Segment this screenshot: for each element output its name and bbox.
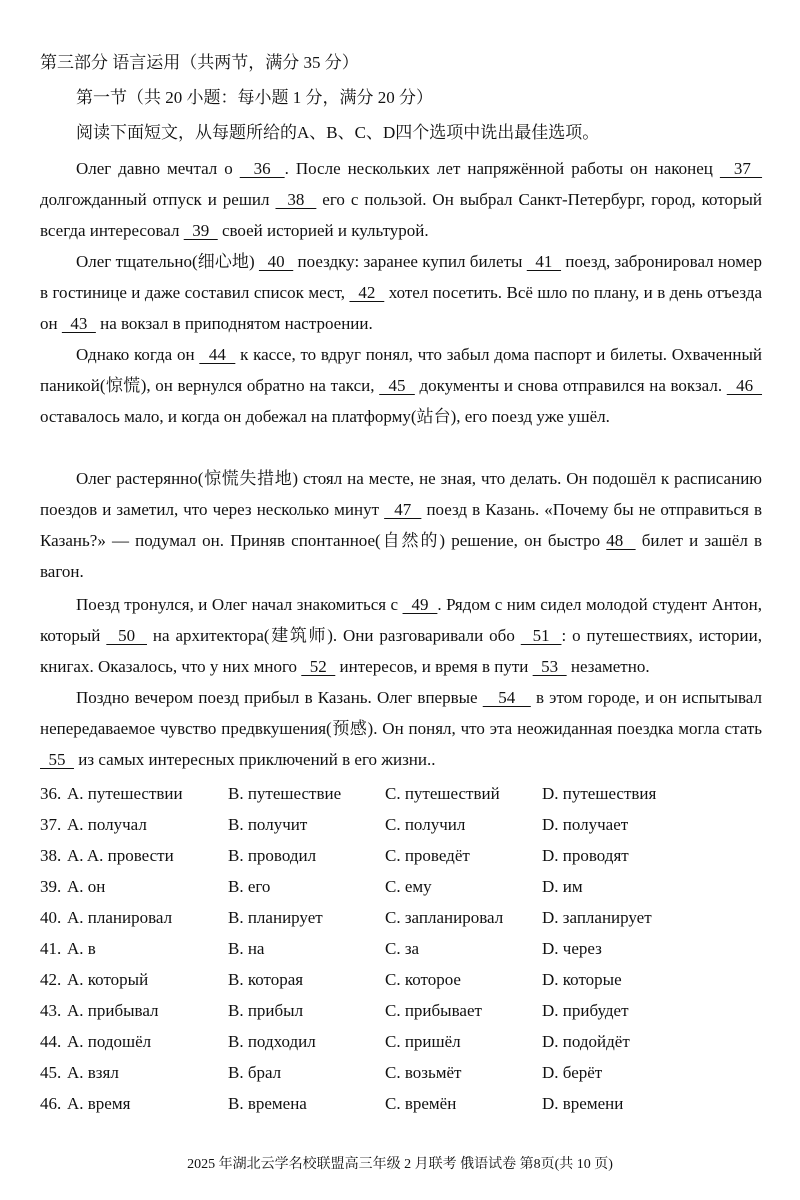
passage-text: из самых интересных приключений в его жизни..	[74, 750, 436, 769]
blank-53: 53	[532, 657, 567, 676]
page-footer: 2025 年湖北云学名校联盟高三年级 2 月联考 俄语试卷 第8页(共 10 页)	[187, 1157, 613, 1172]
option-b: B. его	[228, 877, 271, 896]
option-d: D. им	[542, 877, 583, 896]
option-c: C. возьмёт	[385, 1063, 462, 1082]
passage-text: на вокзал в приподнятом настроении.	[95, 314, 373, 333]
passage-text: поездку: заранее купил билеты	[293, 252, 527, 271]
passage-text: незаметно.	[566, 657, 650, 676]
option-c: C. времён	[385, 1094, 457, 1113]
blank-44: 44	[199, 345, 236, 364]
passage-paragraph-6	[40, 682, 762, 775]
passage-text: Олег давно мечтал о	[76, 159, 240, 178]
option-row	[40, 809, 760, 840]
option-a: A. он	[67, 877, 106, 896]
option-d: D. прибудет	[542, 1001, 629, 1020]
subsection-title: 第一节（共 20 小题：每小题 1 分，满分 20 分）	[76, 88, 433, 107]
answer-options	[40, 778, 760, 1119]
question-number: 44.	[40, 1032, 62, 1051]
option-c: C. за	[385, 939, 420, 958]
option-row	[40, 840, 760, 871]
passage-paragraph-5	[40, 589, 762, 682]
passage-paragraph-1	[40, 153, 762, 246]
passage-text: долгожданный отпуск и решил	[40, 190, 276, 209]
option-a: A. подошёл	[67, 1032, 152, 1051]
passage-paragraph-3	[40, 339, 762, 432]
option-d: D. времени	[542, 1094, 624, 1113]
passage-text: интересов, и время в пути	[335, 657, 533, 676]
passage-text: : о путешествиях, истории, книгах. Оказалось, что у них много	[40, 626, 763, 676]
option-b: B. подходил	[228, 1032, 316, 1051]
passage-text: на архитектора(建筑师). Они разговаривали обо	[147, 626, 521, 645]
section-title: 第三部分 语言运用（共两节，满分 35 分）	[40, 53, 359, 72]
instruction-text: 阅读下面短文，从每题所给的A、B、C、D四个选项中诜出最佳选项。	[76, 123, 600, 142]
option-a: A. в	[67, 939, 96, 958]
option-a: A. взял	[67, 1063, 119, 1082]
option-a: A. A. провести	[67, 846, 174, 865]
blank-40: 40	[258, 252, 294, 271]
question-number: 41.	[40, 939, 62, 958]
passage-text: Олег растерянно(惊慌失措地) стоял на месте, не зная, что делать. Он подошёл к расписанию поездов и заметил, что через несколько минут	[40, 469, 762, 519]
blank-41: 41	[526, 252, 562, 271]
passage-text: Однако когда он	[76, 345, 200, 364]
option-row	[40, 964, 760, 995]
option-d: D. получает	[542, 815, 629, 834]
passage-text: . Рядом с ним сидел молодой студент Антон, который	[40, 595, 762, 645]
option-d: D. проводят	[542, 846, 629, 865]
passage-text: оставалось мало, и когда он добежал на платформу(站台), его поезд уже ушёл.	[40, 407, 610, 426]
passage-text: Поезд тронулся, и Олег начал знакомиться с	[76, 595, 403, 614]
option-row	[40, 902, 760, 933]
question-number: 43.	[40, 1001, 62, 1020]
passage-paragraph-2	[40, 246, 762, 339]
option-c: C. запланировал	[385, 908, 504, 927]
passage-text: поезд, забронировал номер в гостинице и даже составил список мест,	[40, 252, 763, 302]
option-b: B. проводил	[228, 846, 317, 865]
blank-50: 50	[106, 626, 147, 645]
passage-paragraph-4	[40, 463, 762, 587]
blank-39: 39	[183, 221, 218, 240]
option-b: B. прибыл	[228, 1001, 304, 1020]
blank-49: 49	[402, 595, 438, 614]
passage-text: документы и снова отправился на вокзал.	[414, 376, 727, 395]
blank-36: 36	[239, 159, 285, 178]
option-row	[40, 1088, 760, 1119]
option-row	[40, 871, 760, 902]
question-number: 46.	[40, 1094, 62, 1113]
question-number: 37.	[40, 815, 62, 834]
option-b: B. путешествие	[228, 784, 342, 803]
option-b: B. планирует	[228, 908, 323, 927]
option-b: B. которая	[228, 970, 304, 989]
passage-text: . После нескольких лет напряжённой работы он наконец	[284, 159, 720, 178]
option-c: C. проведёт	[385, 846, 470, 865]
question-number: 36.	[40, 784, 62, 803]
option-row	[40, 1057, 760, 1088]
passage-text: поезд в Казань. «Почему бы не отправиться в Казань?» — подумал он. Приняв спонтанное(自然的) решение, он быстро	[40, 500, 762, 550]
question-number: 39.	[40, 877, 62, 896]
option-b: B. времена	[228, 1094, 307, 1113]
option-c: C. путешествий	[385, 784, 500, 803]
passage-text: его с пользой. Он выбрал Санкт-Петербург, город, который всегда интересовал	[40, 190, 762, 240]
option-d: D. путешествия	[542, 784, 657, 803]
blank-46: 46	[726, 376, 763, 395]
option-b: B. на	[228, 939, 265, 958]
blank-45: 45	[379, 376, 415, 395]
option-a: A. путешествии	[67, 784, 183, 803]
blank-55: 55	[40, 750, 74, 769]
option-c: C. ему	[385, 877, 432, 896]
option-d: D. которые	[542, 970, 622, 989]
option-c: C. получил	[385, 815, 466, 834]
option-a: A. планировал	[67, 908, 173, 927]
option-c: C. пришёл	[385, 1032, 461, 1051]
blank-43: 43	[61, 314, 96, 333]
question-number: 45.	[40, 1063, 62, 1082]
question-number: 40.	[40, 908, 62, 927]
blank-48: 48	[606, 531, 636, 550]
passage-text: своей историей и культурой.	[217, 221, 429, 240]
option-d: D. через	[542, 939, 602, 958]
blank-54: 54	[482, 688, 531, 707]
option-d: D. берёт	[542, 1063, 603, 1082]
option-c: C. прибывает	[385, 1001, 482, 1020]
option-b: B. получит	[228, 815, 308, 834]
option-a: A. прибывал	[67, 1001, 159, 1020]
option-c: C. которое	[385, 970, 461, 989]
passage-text: билет и зашёл в вагон.	[40, 531, 762, 581]
option-row	[40, 778, 760, 809]
question-number: 42.	[40, 970, 62, 989]
passage-text: в этом городе, и он испытывал непередаваемое чувство предвкушения(预感). Он понял, что эта неожиданная поездка могла стать	[40, 688, 762, 738]
option-row	[40, 995, 760, 1026]
option-b: B. брал	[228, 1063, 282, 1082]
blank-37: 37	[719, 159, 763, 178]
blank-47: 47	[384, 500, 422, 519]
passage-text: хотел посетить. Всё шло по плану, и в день отъезда он	[40, 283, 763, 333]
option-a: A. получал	[67, 815, 147, 834]
question-number: 38.	[40, 846, 62, 865]
blank-51: 51	[520, 626, 562, 645]
option-row	[40, 933, 760, 964]
blank-38: 38	[275, 190, 317, 209]
option-a: A. время	[67, 1094, 131, 1113]
blank-52: 52	[301, 657, 336, 676]
option-d: D. запланирует	[542, 908, 652, 927]
option-d: D. подойдёт	[542, 1032, 630, 1051]
passage-text: к кассе, то вдруг понял, что забыл дома паспорт и билеты. Охваченный паникой(惊慌), он вернулся обратно на такси,	[40, 345, 762, 395]
passage-text: Олег тщательно(细心地)	[76, 252, 259, 271]
option-row	[40, 1026, 760, 1057]
blank-42: 42	[349, 283, 385, 302]
option-a: A. который	[67, 970, 149, 989]
passage-text: Поздно вечером поезд прибыл в Казань. Олег впервые	[76, 688, 483, 707]
